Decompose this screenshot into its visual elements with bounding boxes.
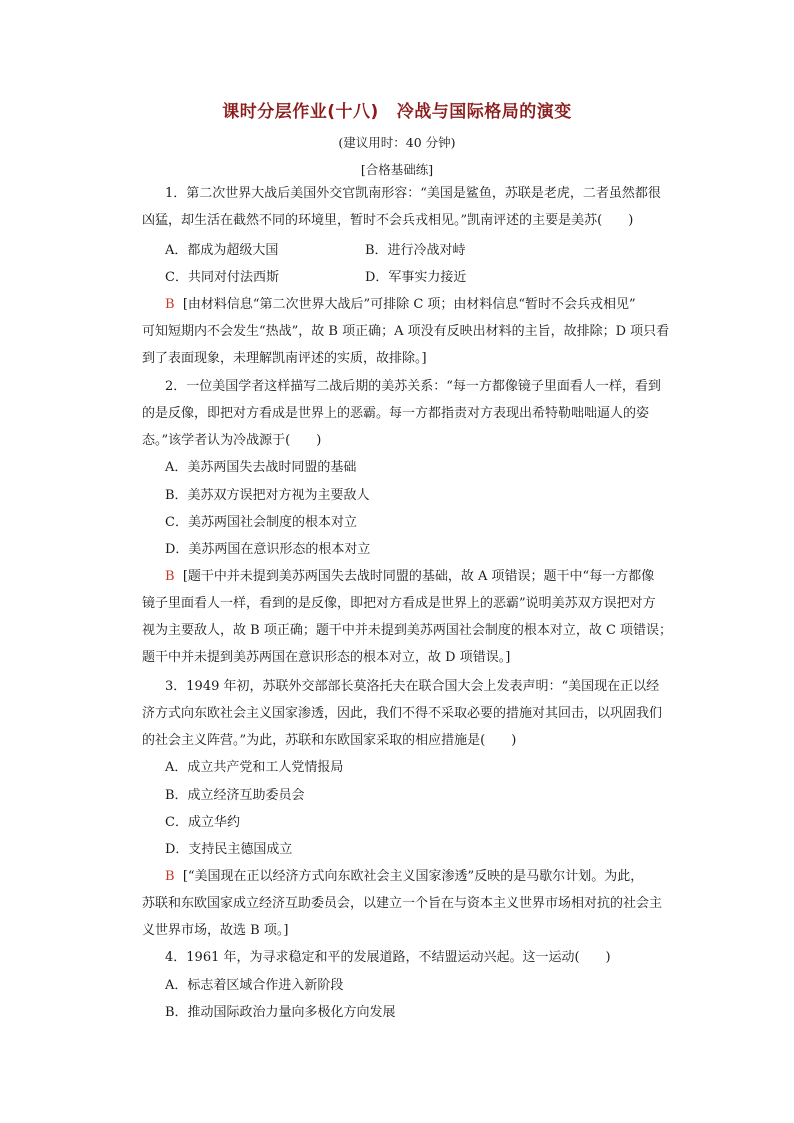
q2-answer-key: B [165,569,175,584]
q4-option-b: B．推动国际政治力量向多极化方向发展 [165,1005,396,1020]
q2-explanation-4: 题干中并未提到美苏两国在意识形态的根本对立，故 D 项错误。] [142,650,511,665]
q3-option-b: B．成立经济互助委员会 [165,788,305,803]
q3-answer-key: B [165,869,175,884]
time-note: (建议用时：40 分钟) [338,135,456,150]
section-heading: [合格基础练] [360,162,434,177]
q3-answer-line-1 [165,867,643,887]
q3-explanation-2: 苏联和东欧国家成立经济互助委员会，以建立一个旨在与资本主义世界市场相对抗的社会主 [142,896,663,911]
q2-option-b: B．美苏双方误把对方视为主要敌人 [165,488,370,503]
q2-explanation-3: 视为主要敌人，故 B 项正确；题干中并未提到美苏两国社会制度的根本对立，故 C 项错误； [142,623,673,638]
q3-stem-line-2: 济方式向东欧社会主义国家渗透，因此，我们不得不采取必要的措施对其回击，以巩固我们 [142,706,663,721]
q1-explanation-1: [由材料信息“第二次世界大战后”可排除 C 项；由材料信息“暂时不会兵戎相见” [182,297,636,312]
q3-stem-line-1: 3．1949 年初，苏联外交部部长莫洛托夫在联合国大会上发表声明：“美国现在正以经 [165,679,660,694]
q2-stem-line-1: 2．一位美国学者这样描写二战后期的美苏关系：“每一方都像镜子里面看人一样，看到 [165,379,661,394]
q4-stem-line-1: 4．1961 年，为寻求稳定和平的发展道路，不结盟运动兴起。这一运动( ) [165,950,611,965]
q1-option-b: B．进行冷战对峙 [365,243,466,258]
q2-stem-line-2: 的是反像，即把对方看成是世界上的恶霸。每一方都指责对方表现出希特勒咄咄逼人的姿 [142,406,650,421]
q1-explanation-2: 可知短期内不会发生“热战”，故 B 项正确；A 项没有反映出材料的主旨，故排除；D 项只看 [142,324,670,339]
q1-option-d: D．军事实力接近 [365,270,467,285]
title-main: 课时分层作业(十八) [222,102,379,122]
q1-answer-key: B [165,297,175,312]
q2-explanation-1: [题干中并未提到美苏两国失去战时同盟的基础，故 A 项错误；题干中“每一方都像 [182,569,655,584]
q3-explanation-3: 义世界市场，故选 B 项。] [142,923,289,938]
q2-option-d: D．美苏两国在意识形态的根本对立 [165,542,371,557]
q2-stem-line-3: 态。”该学者认为冷战源于( ) [142,433,322,448]
q1-option-c: C．共同对付法西斯 [165,270,279,285]
title-sub: 冷战与国际格局的演变 [396,102,572,122]
q3-option-a: A．成立共产党和工人党情报局 [165,760,344,775]
q1-option-a: A．都成为超级大国 [165,243,279,258]
q2-option-c: C．美苏两国社会制度的根本对立 [165,515,357,530]
q3-option-d: D．支持民主德国成立 [165,842,293,857]
page-title [0,97,794,122]
q3-explanation-1: [“美国现在正以经济方式向东欧社会主义国家渗透”反映的是马歇尔计划。为此， [182,869,644,884]
q2-answer-line-1 [165,567,654,587]
q1-stem-line-1: 1．第二次世界大战后美国外交官凯南形容：“美国是鲨鱼，苏联是老虎，二者虽然都很 [165,186,661,201]
q1-stem-line-2: 凶猛，却生活在截然不同的环境里，暂时不会兵戎相见。”凯南评述的主要是美苏( ) [142,213,634,228]
q3-stem-line-3: 的社会主义阵营。”为此，苏联和东欧国家采取的相应措施是( ) [142,733,517,748]
q2-option-a: A．美苏两国失去战时同盟的基础 [165,460,357,475]
q2-explanation-2: 镜子里面看人一样，看到的是反像，即把对方看成是世界上的恶霸”说明美苏双方误把对方 [142,596,656,611]
q1-explanation-3: 到了表面现象，未理解凯南评述的实质，故排除。] [142,351,427,366]
q1-answer-line-1 [165,295,636,315]
q4-option-a: A．标志着区域合作进入新阶段 [165,978,344,993]
q3-option-c: C．成立华约 [165,815,240,830]
